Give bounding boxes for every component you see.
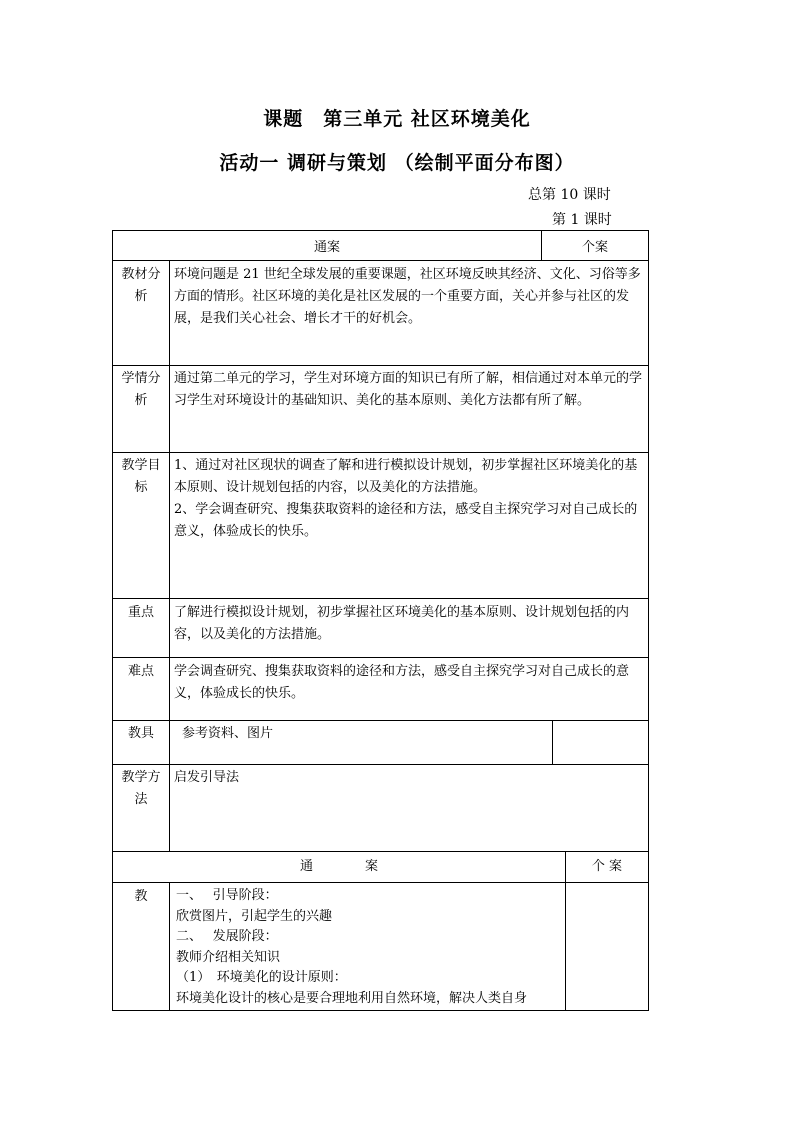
lesson-number: 第 1 课时	[552, 212, 612, 228]
column-header-individual: 个案	[581, 240, 608, 255]
material-analysis-text: 环境问题是 21 世纪全球发展的重要课题，社区环境反映其经济、文化、习俗等多方面的情形。社区环境的美化是社区发展的一个重要方面，关心并参与社区的发展，是我们关心社会、增长才干的好机会。	[174, 267, 641, 326]
lesson-title: 课题 第三单元 社区环境美化	[263, 108, 531, 130]
teaching-goal-1: 1、通过对社区现状的调查了解和进行模拟设计规划，初步掌握社区环境美化的基本原则、设计规划包括的内容，以及美化的方法措施。	[174, 458, 638, 495]
row-label-difficulties: 难点	[127, 664, 154, 679]
process-line: 二、 发展阶段：	[176, 929, 278, 944]
student-analysis-text: 通过第二单元的学习，学生对环境方面的知识已有所了解，相信通过对本单元的学习学生对环境设计的基础知识、美化的基本原则、美化方法都有所了解。	[174, 371, 643, 408]
row-label-material-analysis: 教材分析	[121, 267, 161, 304]
row-label-key-points: 重点	[127, 605, 154, 620]
teaching-method-text: 启发引导法	[174, 770, 240, 785]
row-label-student-analysis: 学情分析	[121, 371, 161, 408]
process-header-general: 通 案	[299, 859, 378, 874]
row-label-teaching-goals: 教学目标	[121, 458, 161, 495]
process-header-individual: 个 案	[591, 859, 623, 874]
key-points-text: 了解进行模拟设计规划，初步掌握社区环境美化的基本原则、设计规划包括的内容，以及美化的方法措施。	[174, 605, 630, 642]
row-label-teaching-method: 教学方法	[121, 770, 161, 807]
row-label-teaching-process: 教	[134, 889, 148, 904]
activity-subtitle: 活动一 调研与策划 （绘制平面分布图）	[219, 152, 575, 174]
process-line: 环境美化设计的核心是要合理地利用自然环境，解决人类自身	[176, 990, 528, 1006]
row-label-teaching-aids: 教具	[127, 726, 154, 741]
teaching-goal-2: 2、学会调查研究、搜集获取资料的途径和方法，感受自主探究学习对自己成长的意义，体验成长的快乐。	[174, 502, 638, 539]
process-line: （1） 环境美化的设计原则：	[176, 970, 347, 985]
difficulties-text: 学会调查研究、搜集获取资料的途径和方法，感受自主探究学习对自己成长的意义，体验成长的快乐。	[174, 664, 630, 701]
teaching-process-content	[176, 886, 562, 1009]
total-lesson-number: 总第 10 课时	[528, 187, 611, 203]
column-header-general: 通案	[313, 240, 340, 255]
teaching-aids-text: 参考资料、图片	[182, 726, 274, 741]
process-line: 一、 引导阶段：	[176, 888, 278, 903]
process-line: 教师介绍相关知识	[176, 949, 281, 965]
process-line: 欣赏图片，引起学生的兴趣	[176, 908, 333, 924]
